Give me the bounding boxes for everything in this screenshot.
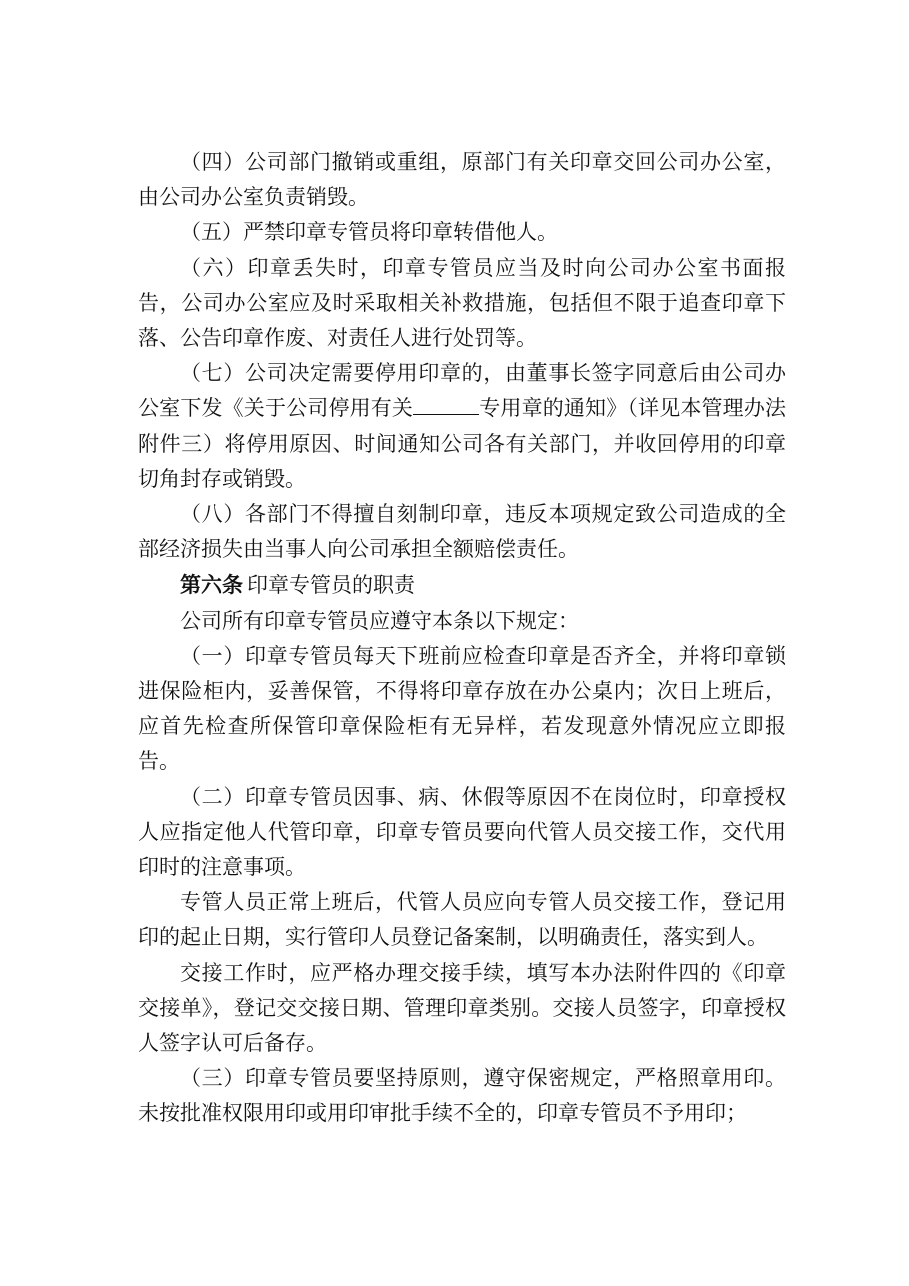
fill-in-blank [413, 394, 479, 415]
article-6-title: 印章专管员的职责 [247, 573, 415, 598]
duty-item-1: （一）印章专管员每天下班前应检查印章是否齐全，并将印章锁进保险柜内，妥善保管，不得将印章存放在办公桌内；次日上班后，应首先检查所保管印章保险柜有无异样，若发现意外情况应立即报告。 [138, 643, 786, 774]
article-6-heading-line [138, 567, 786, 603]
article-6-intro: 公司所有印章专管员应遵守本条以下规定： [180, 608, 579, 633]
paragraph-item-7 [138, 356, 786, 497]
paragraph-item-6: （六）印章丢失时，印章专管员应当及时向公司办公室书面报告，公司办公室应及时采取相关补救措施，包括但不限于追查印章下落、公告印章作废、对责任人进行处罚等。 [138, 255, 786, 351]
duty-item-2-handover-procedure: 交接工作时，应严格办理交接手续，填写本办法附件四的《印章交接单》，登记交交接日期、管理印章类别。交接人员签字，印章授权人签字认可后备存。 [138, 960, 786, 1056]
paragraph-item-7-after: 专用章的通知》（详见本管理办法附件三）将停用原因、时间通知公司各有关部门，并收回停用的印章切角封存或销毁。 [138, 396, 787, 491]
article-6-number: 第六条 [180, 572, 243, 598]
paragraph-item-5: （五）严禁印章专管员将印章转借他人。 [180, 220, 558, 245]
duty-item-2-handover-return: 专管人员正常上班后，代管人员应向专管人员交接工作，登记用印的起止日期，实行管印人员登记备案制，以明确责任，落实到人。 [138, 890, 786, 950]
duty-item-3: （三）印章专管员要坚持原则，遵守保密规定，严格照章用印。未按批准权限用印或用印审批手续不全的，印章专管员不予用印； [138, 1066, 786, 1126]
document-page [138, 145, 786, 1132]
duty-item-2: （二）印章专管员因事、病、休假等原因不在岗位时，印章授权人应指定他人代管印章，印章专管员要向代管人员交接工作，交代用印时的注意事项。 [138, 784, 786, 880]
paragraph-item-7-before: （七）公司决定需要停用印章的，由董事长签字同意后由公司办公室下发《关于公司停用有关 [138, 361, 786, 421]
paragraph-item-8: （八）各部门不得擅自刻制印章，违反本项规定致公司造成的全部经济损失由当事人向公司承担全额赔偿责任。 [138, 502, 786, 562]
paragraph-item-4: （四）公司部门撤销或重组，原部门有关印章交回公司办公室，由公司办公室负责销毁。 [138, 150, 786, 210]
